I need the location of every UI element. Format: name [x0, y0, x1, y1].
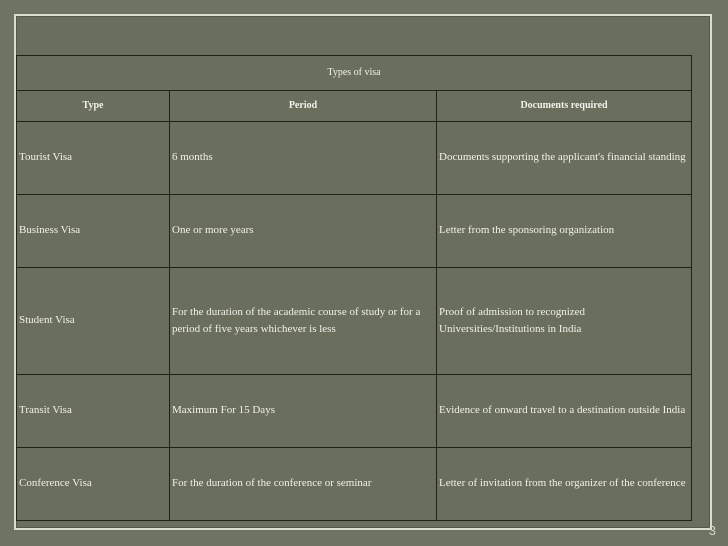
header-documents: Documents required	[437, 91, 692, 122]
visa-type-cell: Conference Visa	[17, 448, 170, 521]
visa-type-cell: Student Visa	[17, 268, 170, 375]
table-header-row	[17, 91, 692, 122]
table-row	[17, 448, 692, 521]
visa-period-cell: For the duration of the academic course of study or for a period of five years whichever is less	[170, 268, 437, 375]
visa-documents-cell: Documents supporting the applicant's financial standing	[437, 122, 692, 195]
visa-documents-cell: Letter of invitation from the organizer of the conference	[437, 448, 692, 521]
table-title: Types of visa	[17, 56, 692, 91]
header-type: Type	[17, 91, 170, 122]
table-row	[17, 375, 692, 448]
table-row	[17, 268, 692, 375]
visa-period-cell: One or more years	[170, 195, 437, 268]
visa-documents-cell: Evidence of onward travel to a destination outside India	[437, 375, 692, 448]
visa-period-cell: 6 months	[170, 122, 437, 195]
visa-period-cell: For the duration of the conference or seminar	[170, 448, 437, 521]
visa-type-cell: Tourist Visa	[17, 122, 170, 195]
visa-documents-cell: Proof of admission to recognized Universities/Institutions in India	[437, 268, 692, 375]
page-number: 3	[708, 523, 716, 538]
visa-documents-cell: Letter from the sponsoring organization	[437, 195, 692, 268]
table-title-row	[17, 56, 692, 91]
visa-type-cell: Business Visa	[17, 195, 170, 268]
visa-period-cell: Maximum For 15 Days	[170, 375, 437, 448]
table-row	[17, 195, 692, 268]
table-row	[17, 122, 692, 195]
visa-types-table	[16, 55, 692, 521]
header-period: Period	[170, 91, 437, 122]
visa-type-cell: Transit Visa	[17, 375, 170, 448]
